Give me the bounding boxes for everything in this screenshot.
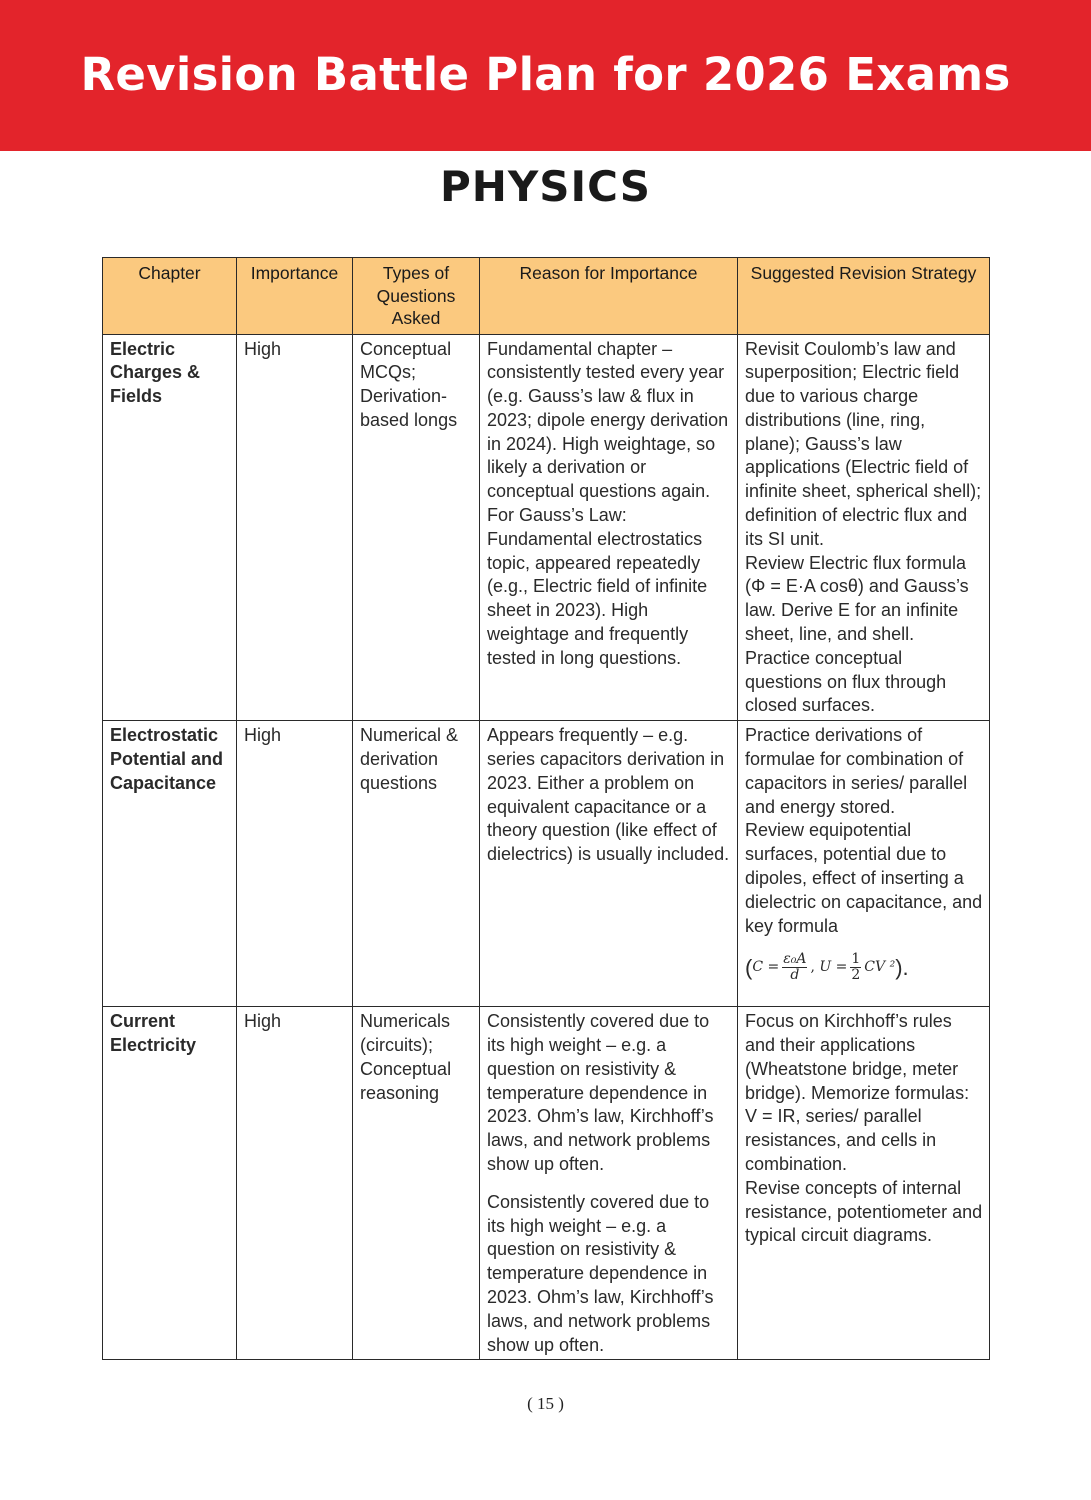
chapter-cell: Electrostatic Potential and Capacitance	[103, 721, 237, 1007]
strategy-cell	[738, 1007, 990, 1360]
header-chapter: Chapter	[103, 258, 237, 335]
question-types-cell: Numerical & derivation questions	[353, 721, 480, 1007]
header-question-types: Types of Questions Asked	[353, 258, 480, 335]
importance-cell: High	[237, 334, 353, 721]
strategy-paragraph: Practice derivations of formulae for combination of capacitors in series/ parallel and energy stored.	[745, 725, 968, 817]
formula-u-denominator: 2	[851, 967, 861, 984]
chapter-cell: Electric Charges & Fields	[103, 334, 237, 721]
strategy-cell	[738, 721, 990, 1007]
strategy-paragraph: Revisit Coulomb’s law and superposition; Electric field due to various charge distributions (line, ring, plane); Gauss’s law applications (Electric field of infinite sheet, spherical shell); definition of electric flux and its SI unit.	[745, 338, 982, 549]
importance-cell: High	[237, 1007, 353, 1360]
page-title: Revision Battle Plan for 2026 Exams	[80, 48, 1011, 101]
reason-paragraph: For Gauss’s Law: Fundamental electrostatics topic, appeared repeatedly (e.g., Electric field of infinite sheet in 2023). High weightage and frequently tested in long questions.	[487, 505, 708, 668]
formula-separator: ,	[810, 959, 815, 976]
strategy-paragraph: Revise concepts of internal resistance, potentiometer and typical circuit diagrams.	[745, 1177, 983, 1246]
title-banner	[0, 0, 1091, 151]
reason-cell	[480, 721, 738, 1007]
reason-paragraph: Fundamental chapter – consistently tested every year (e.g. Gauss’s law & flux in 2023; dipole energy derivation in 2024). High weightage, so likely a derivation or conceptual questions again.	[487, 338, 729, 502]
reason-cell	[480, 334, 738, 721]
formula-open-paren: (	[745, 955, 753, 981]
chapter-cell: Current Electricity	[103, 1007, 237, 1360]
header-reason: Reason for Importance	[480, 258, 738, 335]
formula-close-paren: ).	[895, 955, 909, 981]
capacitance-formula	[745, 952, 909, 983]
formula-u-lhs: U =	[819, 959, 848, 976]
table-row	[103, 721, 990, 1007]
strategy-paragraph: Review equipotential surfaces, potential due to dipoles, effect of inserting a dielectric on capacitance, and key formula	[745, 820, 983, 936]
table-header-row	[103, 258, 990, 335]
formula-c-denominator: d	[790, 967, 800, 984]
strategy-cell	[738, 334, 990, 721]
formula-c-numerator: ε₀A	[783, 951, 807, 968]
table-row	[103, 1007, 990, 1360]
strategy-paragraph: Review Electric flux formula (Φ = E·A cosθ) and Gauss’s law. Derive E for an infinite sheet, line, and shell. Practice conceptual questions on flux through closed surfaces.	[745, 552, 969, 716]
subject-heading: PHYSICS	[439, 162, 652, 211]
reason-paragraph: Consistently covered due to its high weight – e.g. a question on resistivity & temperature dependence in 2023. Ohm’s law, Kirchhoff’s laws, and network problems show up often.	[487, 1011, 714, 1175]
revision-table	[102, 257, 990, 1360]
strategy-paragraph: Focus on Kirchhoff’s rules and their applications (Wheatstone bridge, meter bridge). Memorize formulas: V = IR, series/ parallel resistances, and cells in combination.	[745, 1011, 970, 1175]
page-number: ( 15 )	[527, 1394, 564, 1413]
reason-paragraph: Appears frequently – e.g. series capacitors derivation in 2023. Either a problem on equivalent capacitance or a theory question (like effect of dielectrics) is usually included.	[487, 725, 730, 865]
header-strategy: Suggested Revision Strategy	[738, 258, 990, 335]
table-row	[103, 334, 990, 721]
formula-u-fraction	[850, 952, 861, 983]
formula-u-rhs: CV ²	[864, 959, 896, 976]
formula-c-fraction	[782, 952, 807, 983]
question-types-cell: Conceptual MCQs; Derivation-based longs	[353, 334, 480, 721]
formula-u-numerator: 1	[851, 951, 861, 968]
reason-cell	[480, 1007, 738, 1360]
header-importance: Importance	[237, 258, 353, 335]
formula-c-lhs: C =	[752, 959, 780, 976]
importance-cell: High	[237, 721, 353, 1007]
question-types-cell: Numericals (circuits); Conceptual reasoning	[353, 1007, 480, 1360]
reason-paragraph: Consistently covered due to its high weight – e.g. a question on resistivity & temperature dependence in 2023. Ohm’s law, Kirchhoff’s laws, and network problems show up often.	[487, 1191, 714, 1355]
